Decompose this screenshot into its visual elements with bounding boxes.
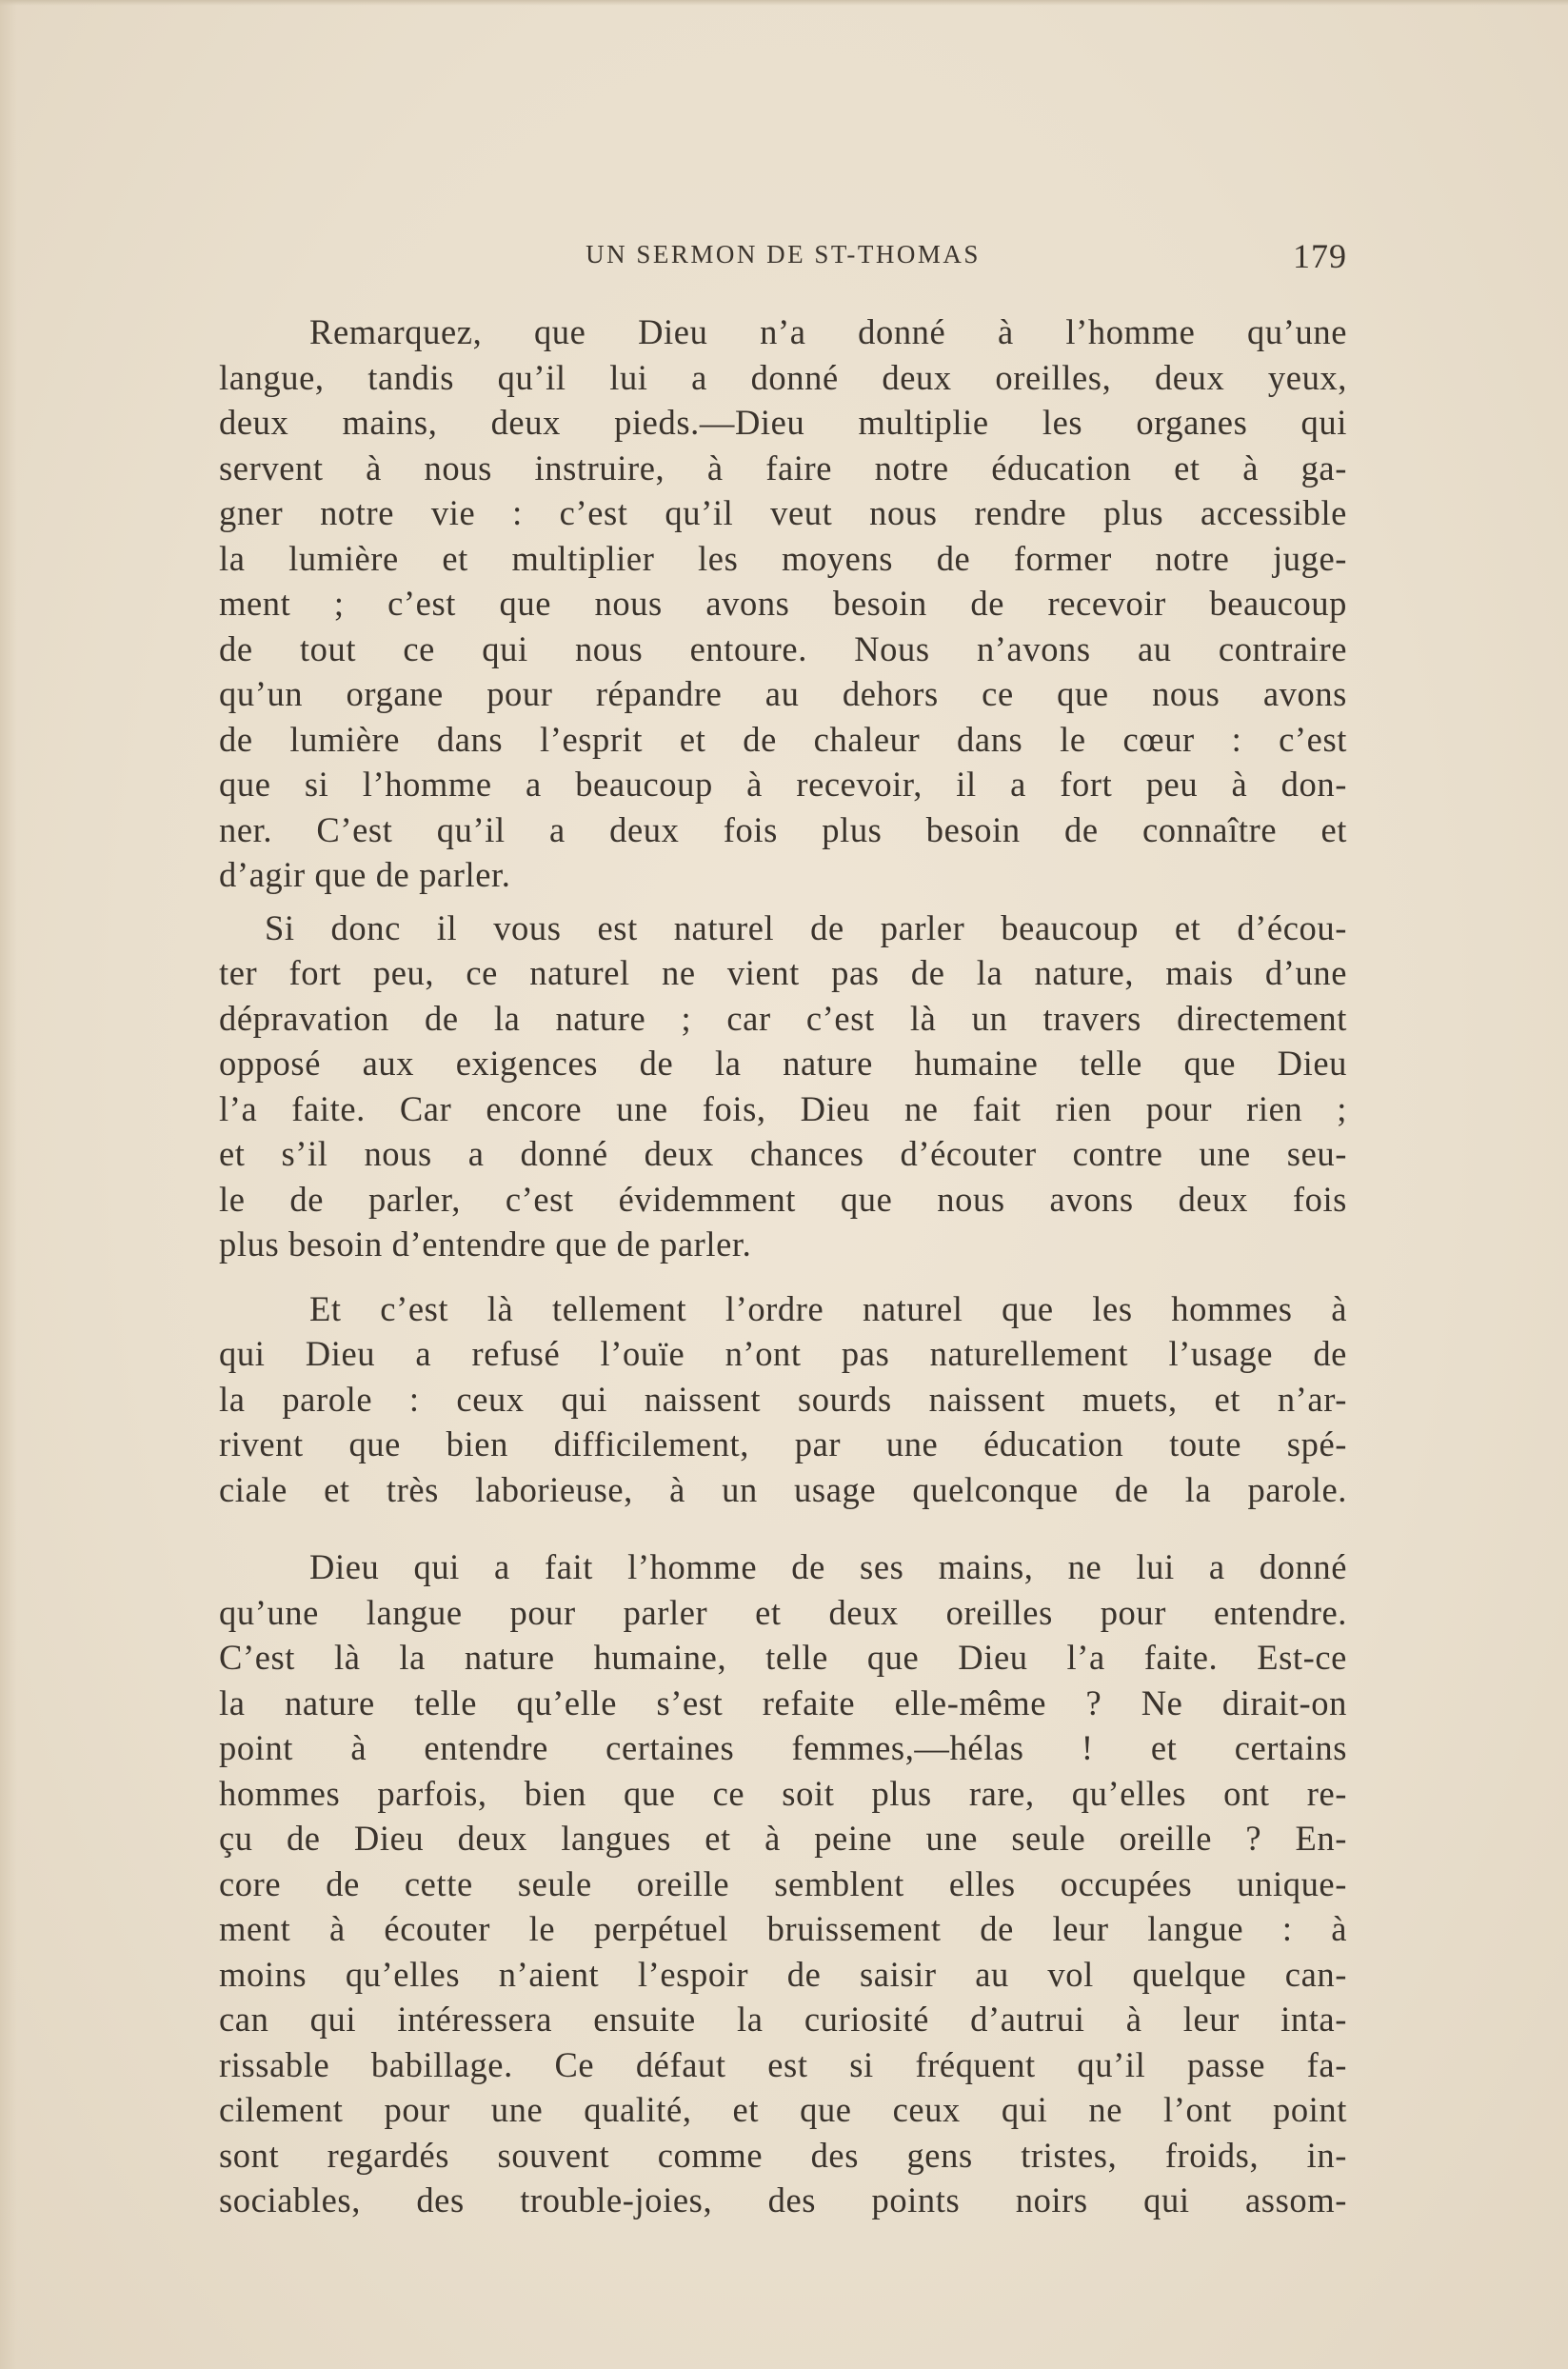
page-top-edge: [0, 0, 1568, 6]
page-edge-shadow: [0, 0, 17, 2369]
text-line: qu’une langue pour parler et deux oreilles pour entendre.: [219, 1592, 1347, 1632]
text-line: core de cette seule oreille semblent elles occupées unique-: [219, 1863, 1347, 1903]
text-line: Si donc il vous est naturel de parler beaucoup et d’écou-: [265, 907, 1347, 947]
text-line: ter fort peu, ce naturel ne vient pas de la nature, mais d’une: [219, 953, 1347, 992]
paragraph-2: [219, 906, 1347, 1267]
text-line: ment ; c’est que nous avons besoin de recevoir beaucoup: [219, 584, 1347, 623]
paragraph-3: [219, 1286, 1347, 1513]
paragraph-1: [219, 309, 1347, 898]
text-line: point à entendre certaines femmes,—hélas ! et certains: [219, 1728, 1347, 1767]
text-line: d’agir que de parler.: [219, 855, 511, 894]
text-line: langue, tandis qu’il lui a donné deux oreilles, deux yeux,: [219, 357, 1347, 397]
text-line: servent à nous instruire, à faire notre éducation et à ga-: [219, 448, 1347, 488]
text-line: le de parler, c’est évidemment que nous avons deux fois: [219, 1179, 1347, 1219]
text-line: gner notre vie : c’est qu’il veut nous rendre plus accessible: [219, 493, 1347, 532]
paragraph-4: [219, 1544, 1347, 2223]
text-line: ciale et très laborieuse, à un usage quelconque de la parole.: [219, 1469, 1347, 1509]
text-line: la nature telle qu’elle s’est refaite elle-même ? Ne dirait-on: [219, 1682, 1347, 1722]
paragraph-gap: [219, 898, 1347, 906]
text-line: sont regardés souvent comme des gens tristes, froids, in-: [219, 2135, 1347, 2175]
text-line: C’est là la nature humaine, telle que Dieu l’a faite. Est-ce: [219, 1638, 1347, 1677]
paragraph-gap: [219, 1512, 1347, 1544]
text-line: de tout ce qui nous entoure. Nous n’avons au contraire: [219, 628, 1347, 668]
text-line: deux mains, deux pieds.—Dieu multiplie les organes qui: [219, 403, 1347, 442]
text-line: que si l’homme a beaucoup à recevoir, il a fort peu à don-: [219, 765, 1347, 804]
text-line: can qui intéressera ensuite la curiosité d’autrui à leur inta-: [219, 2000, 1347, 2039]
page-number: 179: [1293, 237, 1347, 275]
text-line: rissable babillage. Ce défaut est si fréquent qu’il passe fa-: [219, 2044, 1347, 2084]
text-line: ner. C’est qu’il a deux fois plus besoin de connaître et: [219, 809, 1347, 849]
text-line: qu’un organe pour répandre au dehors ce que nous avons: [219, 674, 1347, 713]
text-line: Et c’est là tellement l’ordre naturel que les hommes à: [309, 1288, 1347, 1328]
text-line: plus besoin d’entendre que de parler.: [219, 1224, 752, 1264]
text-line: dépravation de la nature ; car c’est là un travers directement: [219, 998, 1347, 1038]
text-line: Remarquez, que Dieu n’a donné à l’homme qu’une: [309, 312, 1347, 351]
text-line: qui Dieu a refusé l’ouïe n’ont pas naturellement l’usage de: [219, 1334, 1347, 1373]
text-line: l’a faite. Car encore une fois, Dieu ne fait rien pour rien ;: [219, 1088, 1347, 1128]
text-line: sociables, des trouble-joies, des points noirs qui assom-: [219, 2180, 1347, 2220]
text-line: opposé aux exigences de la nature humaine telle que Dieu: [219, 1044, 1347, 1083]
text-line: moins qu’elles n’aient l’espoir de saisir au vol quelque can-: [219, 1954, 1347, 1994]
text-line: rivent que bien difficilement, par une éducation toute spé-: [219, 1424, 1347, 1463]
text-line: Dieu qui a fait l’homme de ses mains, ne lui a donné: [309, 1547, 1347, 1586]
text-line: de lumière dans l’esprit et de chaleur dans le cœur : c’est: [219, 719, 1347, 759]
text-line: çu de Dieu deux langues et à peine une seule oreille ? En-: [219, 1819, 1347, 1858]
text-line: cilement pour une qualité, et que ceux qui ne l’ont point: [219, 2090, 1347, 2129]
text-line: la lumière et multiplier les moyens de former notre juge-: [219, 538, 1347, 578]
running-title: UN SERMON DE ST-THOMAS: [586, 240, 981, 269]
text-line: la parole : ceux qui naissent sourds naissent muets, et n’ar-: [219, 1379, 1347, 1419]
paragraph-gap: [219, 1267, 1347, 1286]
text-line: hommes parfois, bien que ce soit plus rare, qu’elles ont re-: [219, 1773, 1347, 1813]
text-line: ment à écouter le perpétuel bruissement de leur langue : à: [219, 1909, 1347, 1948]
running-head: [219, 237, 1347, 278]
body-text: [219, 309, 1347, 2223]
text-line: et s’il nous a donné deux chances d’écouter contre une seu-: [219, 1134, 1347, 1173]
